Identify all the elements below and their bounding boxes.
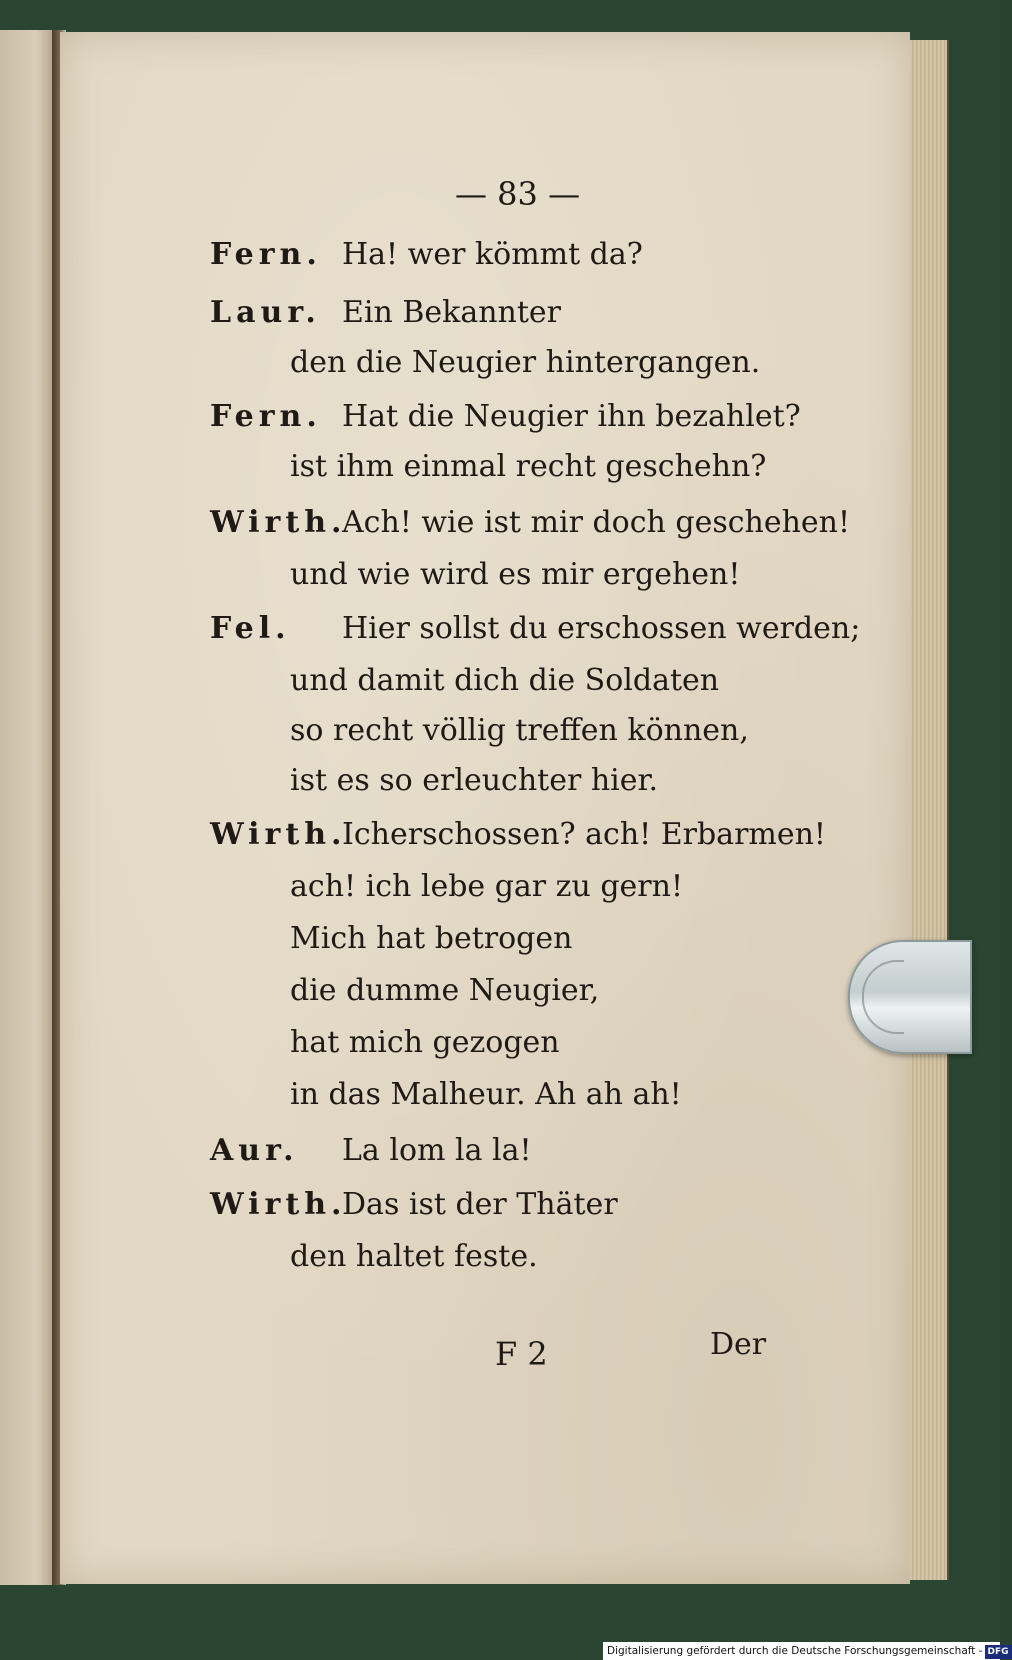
speaker-name: Fel. — [210, 611, 291, 646]
left-page-edge — [0, 30, 55, 1585]
verse-text: Hier sollst du erschossen werden; — [342, 611, 861, 646]
clip-ring — [862, 960, 904, 1034]
verse-text: ist es so erleuchter hier. — [290, 763, 659, 798]
catchword: Der — [710, 1327, 767, 1362]
footer-text: Digitalisierung gefördert durch die Deutsche Forschungsgemeinschaft - — [607, 1645, 983, 1657]
verse-text: den die Neugier hintergangen. — [290, 345, 761, 380]
speaker-name: Laur. — [210, 295, 321, 330]
dfg-logo: DFG — [985, 1645, 1012, 1659]
verse-text: und damit dich die Soldaten — [290, 663, 720, 698]
verse-text: Das ist der Thäter — [342, 1187, 618, 1222]
verse-text: Hat die Neugier ihn bezahlet? — [342, 399, 801, 434]
verse-text: und wie wird es mir ergehen! — [290, 557, 741, 592]
page-number: — 83 — — [455, 175, 581, 213]
verse-text: La lom la la! — [342, 1133, 532, 1168]
page-stack-edge — [905, 40, 949, 1580]
verse-text: in das Malheur. Ah ah ah! — [290, 1077, 682, 1112]
verse-text: Icherschossen? ach! Erbarmen! — [342, 817, 826, 852]
verse-text: Ein Bekannter — [342, 295, 562, 330]
verse-text: ach! ich lebe gar zu gern! — [290, 869, 684, 904]
verse-text: die dumme Neugier, — [290, 973, 600, 1008]
verse-text: Ach! wie ist mir doch geschehen! — [342, 505, 851, 540]
speaker-name: Wirth. — [210, 505, 347, 540]
verse-text: Ha! wer kömmt da? — [342, 237, 643, 272]
verse-text: den haltet feste. — [290, 1239, 538, 1274]
verse-text: hat mich gezogen — [290, 1025, 560, 1060]
speaker-name: Fern. — [210, 237, 322, 272]
footer-credit — [603, 1642, 1009, 1660]
page-clip — [848, 940, 972, 1054]
speaker-name: Fern. — [210, 399, 322, 434]
verse-text: Mich hat betrogen — [290, 921, 573, 956]
speaker-name: Aur. — [210, 1133, 299, 1168]
verse-text: so recht völlig treffen können, — [290, 713, 749, 748]
speaker-name: Wirth. — [210, 1187, 347, 1222]
verse-text: ist ihm einmal recht geschehn? — [290, 449, 767, 484]
signature-mark: F 2 — [495, 1335, 548, 1373]
speaker-name: Wirth. — [210, 817, 347, 852]
